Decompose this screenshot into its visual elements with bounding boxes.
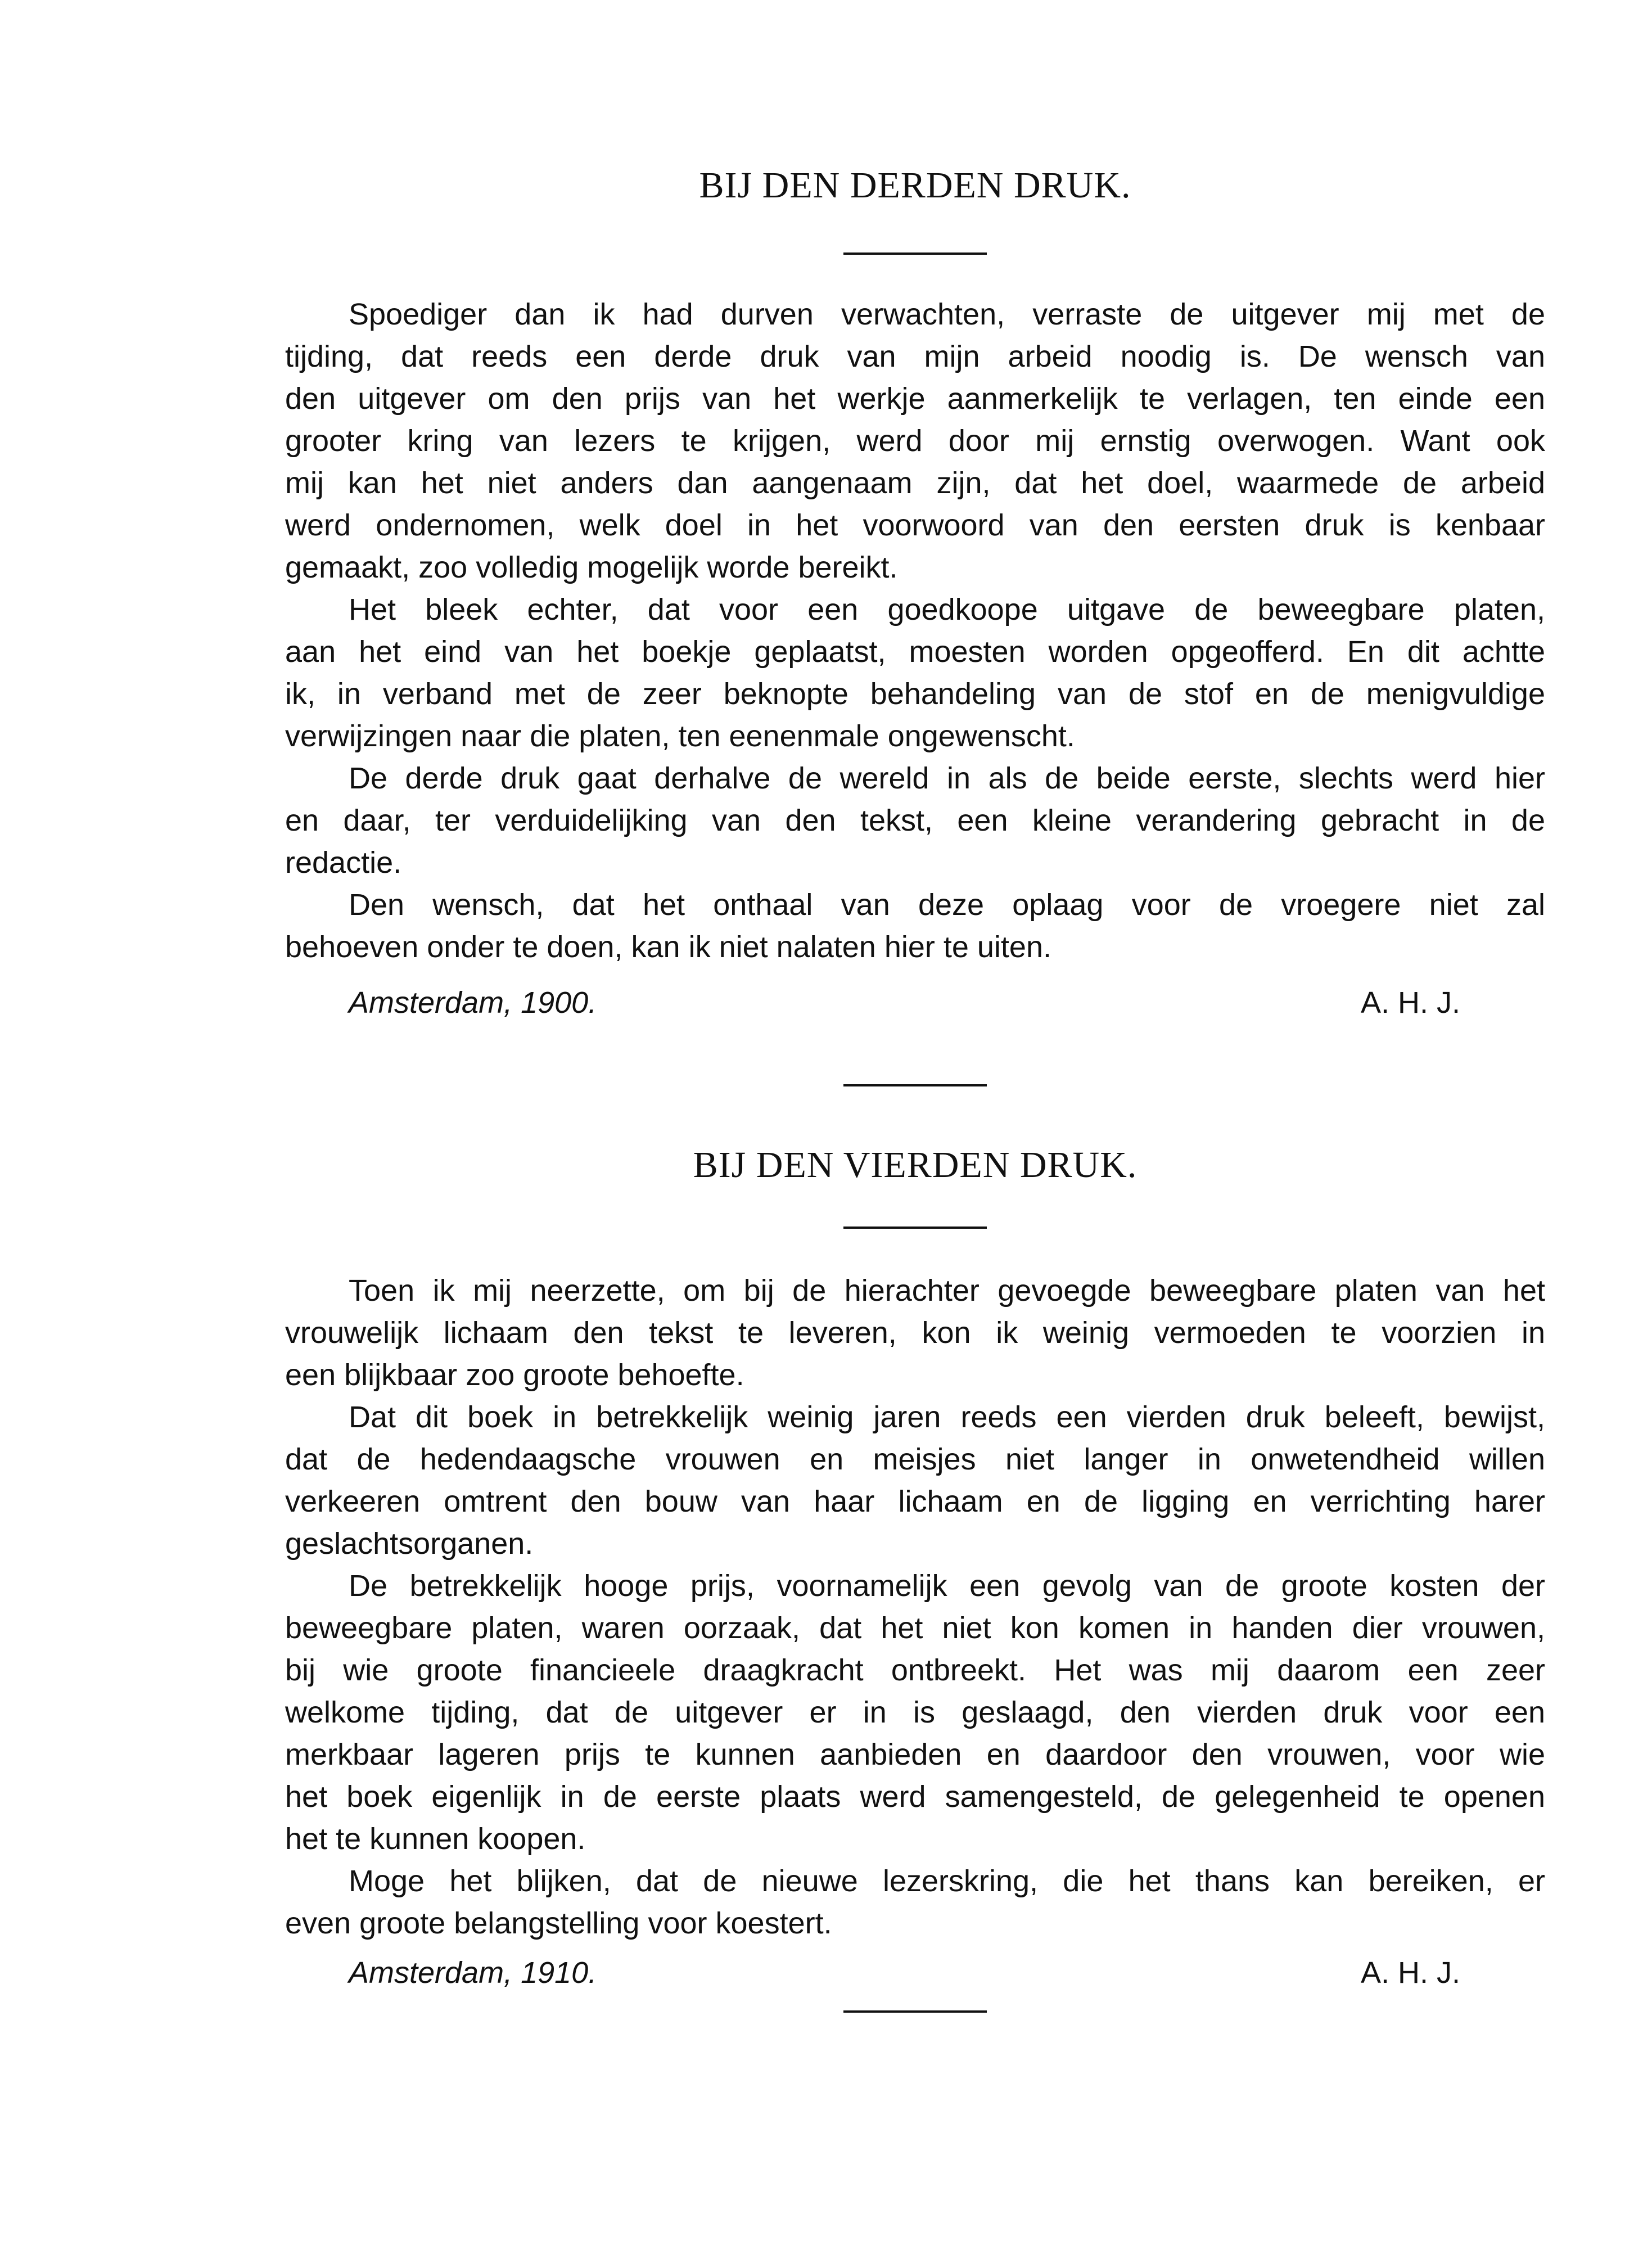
- paragraph: [285, 1860, 1545, 1945]
- text-line: verwijzingen naar die platen, ten eenenmale ongewenscht.: [285, 719, 1075, 753]
- text-line: vrouwelijk lichaam den tekst te leveren, kon ik weinig vermoeden te voorzien in: [285, 1316, 1545, 1350]
- text-line: merkbaar lageren prijs te kunnen aanbieden en daardoor den vrouwen, voor wie: [285, 1738, 1545, 1771]
- text-line: Den wensch, dat het onthaal van deze oplaag voor de vroegere niet zal: [349, 888, 1545, 922]
- text-line: ik, in verband met de zeer beknopte behandeling van de stof en de menigvuldige: [285, 677, 1545, 711]
- paragraph: [285, 589, 1545, 757]
- divider: [843, 1084, 987, 1086]
- paragraph: [285, 1396, 1545, 1565]
- text-line: gemaakt, zoo volledig mogelijk worde bereikt.: [285, 551, 898, 584]
- text-line: Spoediger dan ik had durven verwachten, verraste de uitgever mij met de: [349, 297, 1545, 331]
- divider: [843, 2010, 987, 2013]
- text-line: mij kan het niet anders dan aangenaam zijn, dat het doel, waarmede de arbeid: [285, 466, 1545, 500]
- text-line: Dat dit boek in betrekkelijk weinig jaren reeds een vierden druk beleeft, bewijst,: [349, 1400, 1545, 1434]
- section-body-derden-druk: [285, 294, 1545, 968]
- closing-line: [349, 1950, 1460, 1995]
- text-line: het boek eigenlijk in de eerste plaats werd samengesteld, de gelegenheid te openen: [285, 1780, 1545, 1814]
- text-line: geslachtsorganen.: [285, 1527, 534, 1561]
- text-line: Het bleek echter, dat voor een goedkoope uitgave de beweegbare platen,: [349, 593, 1545, 626]
- text-line: even groote belangstelling voor koestert.: [285, 1906, 832, 1940]
- text-line: het te kunnen koopen.: [285, 1822, 586, 1856]
- divider: [843, 1227, 987, 1229]
- divider: [843, 252, 987, 255]
- text-line: De derde druk gaat derhalve de wereld in als de beide eerste, slechts werd hier: [349, 761, 1545, 795]
- text-line: aan het eind van het boekje geplaatst, moesten worden opgeofferd. En dit achtte: [285, 635, 1545, 669]
- text-line: tijding, dat reeds een derde druk van mijn arbeid noodig is. De wensch van: [285, 340, 1545, 373]
- paragraph: [285, 757, 1545, 884]
- paragraph: [285, 1565, 1545, 1860]
- section-body-vierden-druk: [285, 1270, 1545, 1945]
- text-line: verkeeren omtrent den bouw van haar lichaam en de ligging en verrichting harer: [285, 1485, 1545, 1518]
- place-date: Amsterdam, 1900.: [349, 986, 597, 1020]
- closing-line: [349, 980, 1460, 1025]
- text-line: en daar, ter verduidelijking van den tekst, een kleine verandering gebracht in de: [285, 804, 1545, 837]
- text-line: dat de hedendaagsche vrouwen en meisjes niet langer in onwetendheid willen: [285, 1442, 1545, 1476]
- text-line: behoeven onder te doen, kan ik niet nalaten hier te uiten.: [285, 930, 1051, 964]
- paragraph: [285, 294, 1545, 589]
- signature-initials: A. H. J.: [1360, 986, 1460, 1020]
- text-line: den uitgever om den prijs van het werkje aanmerkelijk te verlagen, ten einde een: [285, 382, 1545, 416]
- place-date: Amsterdam, 1910.: [349, 1956, 597, 1990]
- text-line: een blijkbaar zoo groote behoefte.: [285, 1358, 744, 1392]
- paragraph: [285, 1270, 1545, 1396]
- paragraph: [285, 884, 1545, 968]
- text-line: Toen ik mij neerzette, om bij de hierachter gevoegde beweegbare platen van het: [349, 1274, 1545, 1307]
- text-line: bij wie groote financieele draagkracht ontbreekt. Het was mij daarom een zeer: [285, 1653, 1545, 1687]
- text-line: Moge het blijken, dat de nieuwe lezerskring, die het thans kan bereiken, er: [349, 1864, 1545, 1898]
- text-line: welkome tijding, dat de uitgever er in is geslaagd, den vierden druk voor een: [285, 1696, 1545, 1729]
- signature-initials: A. H. J.: [1360, 1956, 1460, 1990]
- text-line: De betrekkelijk hooge prijs, voornamelijk een gevolg van de groote kosten der: [349, 1569, 1545, 1603]
- section-title-derden-druk: BIJ DEN DERDEN DRUK.: [699, 165, 1131, 206]
- section-title-vierden-druk: BIJ DEN VIERDEN DRUK.: [693, 1144, 1138, 1185]
- text-line: werd ondernomen, welk doel in het voorwoord van den eersten druk is kenbaar: [285, 508, 1545, 542]
- text-line: beweegbare platen, waren oorzaak, dat het niet kon komen in handen dier vrouwen,: [285, 1611, 1545, 1645]
- text-line: grooter kring van lezers te krijgen, werd door mij ernstig overwogen. Want ook: [285, 424, 1545, 458]
- text-line: redactie.: [285, 846, 402, 880]
